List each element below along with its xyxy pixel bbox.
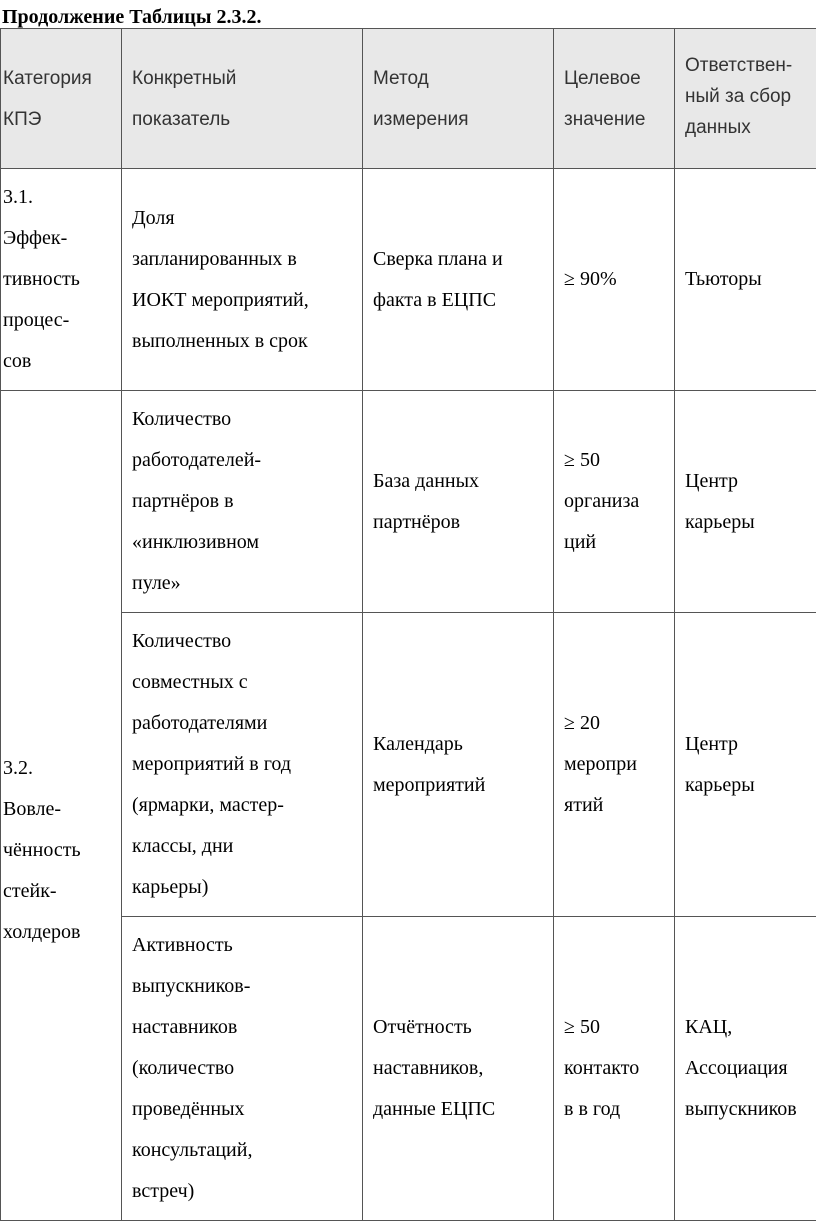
table-caption: Продолжение Таблицы 2.3.2. xyxy=(2,6,262,28)
responsible-cell: Центр карьеры xyxy=(675,613,816,917)
target-cell: ≥ 20 меропри ятий xyxy=(554,613,675,917)
target-cell: ≥ 50 организа ций xyxy=(554,391,675,613)
category-cell: 3.2. Вовле- чённость стейк- холдеров xyxy=(1,391,122,1221)
target-cell: ≥ 50 контакто в в год xyxy=(554,917,675,1221)
kpi-table xyxy=(0,28,816,1221)
header-responsible: Ответствен- ный за сбор данных xyxy=(675,29,816,169)
method-cell: Сверка плана и факта в ЕЦПС xyxy=(363,169,554,391)
target-cell: ≥ 90% xyxy=(554,169,675,391)
method-cell: Отчётность наставников, данные ЕЦПС xyxy=(363,917,554,1221)
table-header-row xyxy=(1,29,816,169)
header-method: Метод измерения xyxy=(363,29,554,169)
responsible-cell: КАЦ, Ассоциация выпускников xyxy=(675,917,816,1221)
table-row xyxy=(1,613,816,917)
indicator-cell: Активность выпускников- наставников (количество проведённых консультаций, встреч) xyxy=(122,917,363,1221)
header-target: Целевое значение xyxy=(554,29,675,169)
category-cell: 3.1. Эффек- тивность процес- сов xyxy=(1,169,122,391)
method-cell: Календарь мероприятий xyxy=(363,613,554,917)
indicator-cell: Количество работодателей- партнёров в «инклюзивном пуле» xyxy=(122,391,363,613)
responsible-cell: Центр карьеры xyxy=(675,391,816,613)
table-row xyxy=(1,169,816,391)
indicator-cell: Доля запланированных в ИОКТ мероприятий, выполненных в срок xyxy=(122,169,363,391)
table-row xyxy=(1,391,816,613)
header-indicator: Конкретный показатель xyxy=(122,29,363,169)
table-row xyxy=(1,917,816,1221)
header-category: Категория КПЭ xyxy=(1,29,122,169)
indicator-cell: Количество совместных с работодателями мероприятий в год (ярмарки, мастер- классы, дни карьеры) xyxy=(122,613,363,917)
responsible-cell: Тьюторы xyxy=(675,169,816,391)
method-cell: База данных партнёров xyxy=(363,391,554,613)
